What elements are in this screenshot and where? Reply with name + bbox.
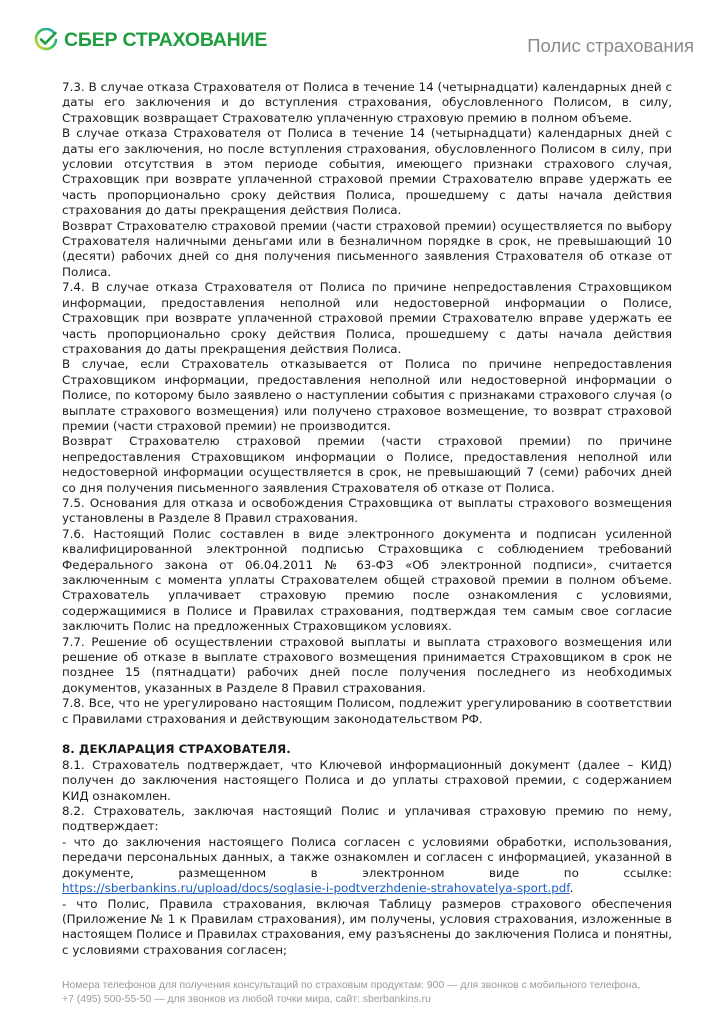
paragraph-7-3: 7.3. В случае отказа Страхователя от Полиса в течение 14 (четырнадцати) календарных дней с даты его заключения и до вступления страхования, обусловленного Полисом, в силу, Страховщик возвращает Страхователю уплаченную страховую премию в полном объеме. bbox=[62, 80, 672, 125]
brand-logo bbox=[34, 28, 267, 52]
paragraph-7-4: 7.4. В случае отказа Страхователя от Полиса по причине непредоставления Страховщиком информации, предоставления неполной или недостоверной информации о Полисе, Страховщик при возврате уплаченной страховой премии Страхователю вправе удержать ее часть пропорционально сроку действия Полиса, прошедшему с даты начала действия страхования до даты прекращения действия Полиса. bbox=[62, 280, 672, 356]
consent-text: - что до заключения настоящего Полиса согласен с условиями обработки, использования, передачи персональных данных, а также ознакомлен и согласен с информацией, указанной в документе, размещенном в электронном виде по ссылке: bbox=[62, 834, 672, 880]
page-footer bbox=[62, 979, 682, 1007]
footer-line: +7 (495) 500-55-50 — для звонков из любой точки мира, сайт: sberbankins.ru bbox=[62, 994, 431, 1005]
brand-name: СБЕР СТРАХОВАНИЕ bbox=[64, 28, 268, 51]
paragraph: В случае, если Страхователь отказывается от Полиса по причине непредоставления Страховщиком информации, предоставления неполной или недостоверной информации о Полисе, по которому было заявлено о наступлении события с признаками страхового случая (о выплате страхового возмещения) или получено страховое возмещение, то возврат страховой премии (части страховой премии) не производится. bbox=[62, 357, 672, 433]
paragraph-7-7: 7.7. Решение об осуществлении страховой выплаты и выплата страхового возмещения или решение об отказе в выплате страхового возмещения принимается Страховщиком в срок не позднее 15 (пятнадцати) рабочих дней после получения последнего из необходимых документов, указанных в Разделе 8 Правил страхования. bbox=[62, 634, 672, 695]
paragraph-rules: - что Полис, Правила страхования, включая Таблицу размеров страхового обеспечения (Приложение № 1 к Правилам страхования), им получены, условия страхования, изложенные в настоящем Полисе и Правилах страхования, ему разъяснены до заключения Полиса и понятны, с условиями страхования согласен; bbox=[62, 896, 672, 957]
document-body bbox=[62, 80, 672, 958]
paragraph: Возврат Страхователю страховой премии (части страховой премии) осуществляется по выбору Страхователя наличными деньгами или в безналичном порядке в срок, не превышающий 10 (десяти) рабочих дней со дня получения письменного заявления Страхователя об отказе от Полиса. bbox=[62, 218, 672, 279]
paragraph-consent bbox=[62, 835, 672, 897]
paragraph-8-1: 8.1. Страхователь подтверждает, что Ключевой информационный документ (далее – КИД) получен до заключения настоящего Полиса и до уплаты страховой премии, с содержанием КИД ознакомлен. bbox=[62, 757, 672, 803]
paragraph-7-6: 7.6. Настоящий Полис составлен в виде электронного документа и подписан усиленной квалифицированной электронной подписью Страховщика с соблюдением требований Федерального закона от 06.04.2011 № 63-ФЗ «Об электронной подписи», считается заключенным с момента уплаты Страхователем общей страховой премии в полном объеме. Страхователь уплачивает страховую премию после ознакомления с условиями, содержащимися в Полисе и Правилах страхования, подтверждая тем самым свое согласие заключить Полис на предложенных Страховщиком условиях. bbox=[62, 526, 672, 634]
paragraph: Возврат Страхователю страховой премии (части страховой премии) по причине непредоставления Страховщиком информации о Полисе, предоставления неполной или недостоверной информации осуществляется в срок, не превышающий 7 (семи) рабочих дней со дня получения письменного заявления Страхователя об отказе от Полиса. bbox=[62, 434, 672, 495]
paragraph: В случае отказа Страхователя от Полиса в течение 14 (четырнадцати) календарных дней с даты его заключения, но после вступления страхования, обусловленного Полисом в силу, при условии отсутствия в этом периоде события, имеющего признаки страхового случая, Страховщик при возврате уплаченной страховой премии Страхователю вправе удержать ее часть пропорционально сроку действия Полиса, прошедшему с даты начала действия страхования до даты прекращения действия Полиса. bbox=[62, 126, 672, 218]
paragraph-7-8: 7.8. Все, что не урегулировано настоящим Полисом, подлежит урегулированию в соответствии с Правилами страхования и действующим законодательством РФ. bbox=[62, 696, 672, 726]
spacer bbox=[62, 727, 672, 742]
period: . bbox=[569, 881, 574, 896]
paragraph-7-5: 7.5. Основания для отказа и освобождения Страховщика от выплаты страхового возмещения установлены в Разделе 8 Правил страхования. bbox=[62, 495, 672, 526]
document-title: Полис страхования bbox=[527, 35, 694, 56]
page-header bbox=[34, 28, 694, 62]
section-heading: 8. ДЕКЛАРАЦИЯ СТРАХОВАТЕЛЯ. bbox=[62, 742, 291, 757]
consent-document-link[interactable]: https://sberbankins.ru/upload/docs/soglasie-i-podtverzhdenie-strahovatelya-sport.pdf bbox=[62, 881, 570, 896]
footer-line: Номера телефонов для получения консультаций по страховым продуктам: 900 — для звонков с мобильного телефона, bbox=[62, 980, 641, 991]
sber-checkmark-icon bbox=[34, 28, 58, 52]
paragraph-8-2: 8.2. Страхователь, заключая настоящий Полис и уплачивая страховую премию по нему, подтверждает: bbox=[62, 804, 672, 834]
